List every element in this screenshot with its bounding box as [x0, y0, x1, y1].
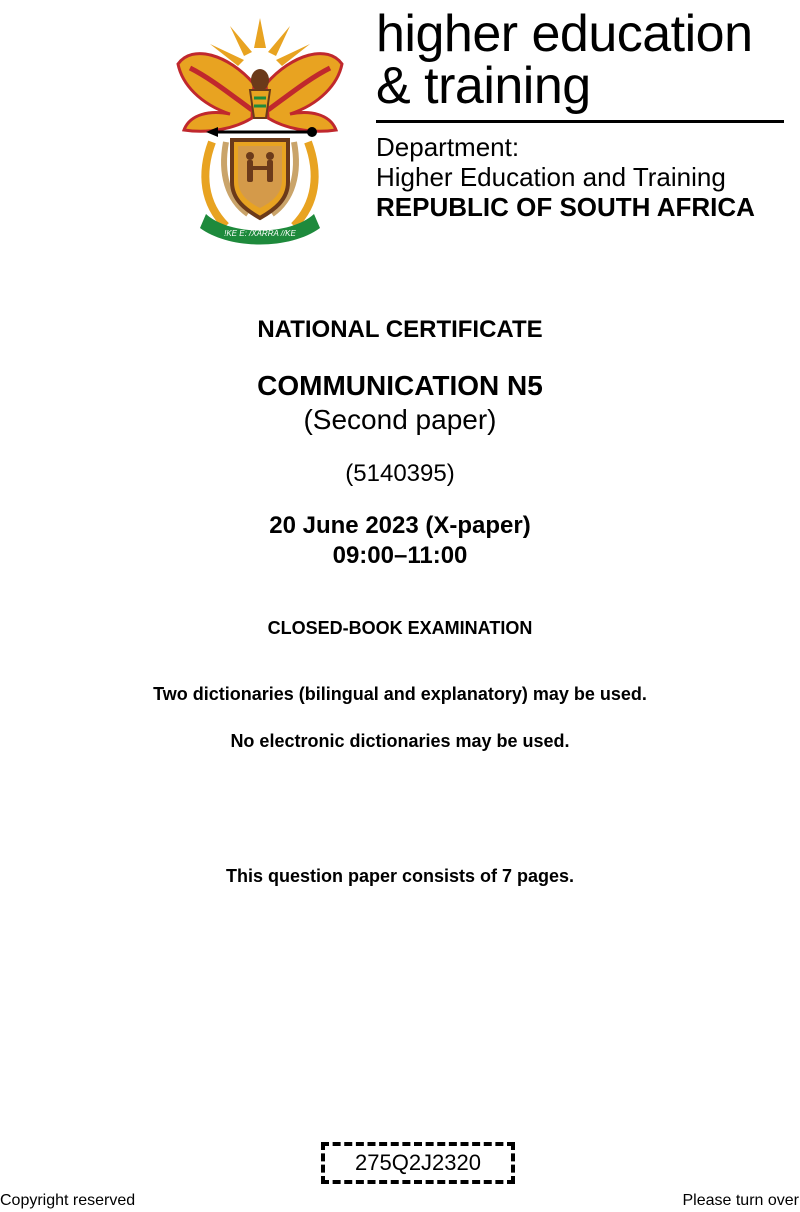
motto-text: !KE E: /XARRA //KE [224, 229, 296, 238]
brand-divider [376, 120, 784, 123]
reference-code-box: 275Q2J2320 [321, 1142, 515, 1184]
left-wing-icon [178, 54, 254, 132]
electronic-dictionaries-note: No electronic dictionaries may be used. [230, 731, 570, 751]
footer-copyright: Copyright reserved [0, 1192, 136, 1209]
exam-type: CLOSED-BOOK EXAMINATION [267, 618, 533, 638]
coat-of-arms-logo [170, 14, 350, 246]
exam-time: 09:00–11:00 [332, 542, 468, 569]
exam-date: 20 June 2023 (X-paper) [269, 512, 531, 539]
department-name: Higher Education and Training [376, 162, 726, 192]
right-wing-icon [266, 54, 342, 132]
brand-line-1: higher education [376, 5, 753, 63]
subject-code: (5140395) [345, 460, 455, 487]
country-name: REPUBLIC OF SOUTH AFRICA [376, 192, 755, 222]
dictionaries-note: Two dictionaries (bilingual and explanatory) may be used. [153, 684, 647, 704]
department-label: Department: [376, 132, 520, 162]
certificate-title: NATIONAL CERTIFICATE [257, 316, 543, 343]
bird-head-icon [251, 69, 269, 91]
brand-line-2: & training [376, 57, 591, 115]
subject-title: COMMUNICATION N5 [257, 370, 543, 401]
page-count-note: This question paper consists of 7 pages. [225, 866, 575, 886]
paper-subtitle: (Second paper) [303, 404, 497, 435]
footer-turn-over: Please turn over [682, 1192, 799, 1209]
